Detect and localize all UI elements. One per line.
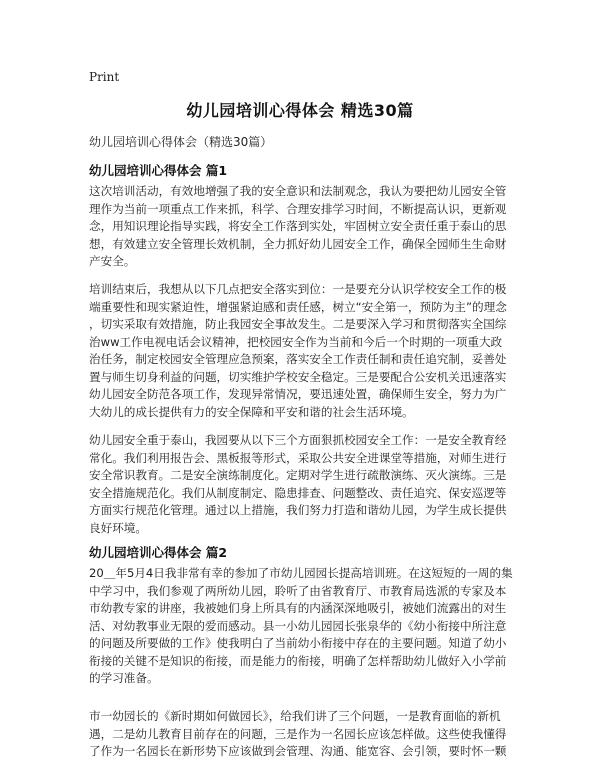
paragraph-line: 大幼儿的成长提供有力的安全保障和平安和谐的社会生活环境。: [89, 404, 414, 419]
section-heading-2: 幼儿园培训心得体会 篇2: [89, 545, 228, 560]
paragraph-line: 理作为当前一项重点工作来抓，科学、合理安排学习时间，不断提高认识，更新观: [89, 201, 507, 216]
print-link[interactable]: Print: [89, 70, 120, 84]
paragraph-line: 置与师生切身利益的问题，切实维护学校安全稳定。三是要配合公安机关迅速落实: [89, 369, 507, 384]
paragraph-line: 产安全。: [89, 254, 136, 268]
paragraph-line: 幼儿园安全重于泰山，我园要从以下三个方面狠抓校园安全工作：一是安全教育经: [89, 433, 507, 447]
paragraph-line: 治ww工作电视电话会议精神，把校园安全作为当前和今后一个时期的一项重大政: [89, 334, 503, 349]
paragraph-line: 想，有效建立安全管理长效机制，全力抓好幼儿园安全工作，确保全园师生生命财: [89, 236, 507, 251]
paragraph-line: 的学习准备。: [89, 671, 159, 685]
section-heading-1: 幼儿园培训心得体会 篇1: [89, 163, 228, 178]
paragraph-line: 市一幼园长的《新时期如何做园长》，给我们讲了三个问题，一是教育面临的新机: [89, 709, 501, 723]
paragraph-line: 治任务，制定校园安全管理应急预案，落实安全工作责任制和责任追究制，妥善处: [89, 352, 507, 366]
section-1-paragraph-1: [89, 183, 519, 271]
paragraph-line: 幼儿园安全防范各项工作，发现异常情况，要迅速处置，确保师生安全，努力为广: [89, 387, 507, 401]
paragraph-line: 常化。我们利用报告会、黑板报等形式，采取公共安全进课堂等措施，对师生进行: [89, 450, 507, 465]
paragraph-line: 20＿年5月4日我非常有幸的参加了市幼儿园园长提高培训班。在这短短的一周的集: [89, 566, 513, 580]
paragraph-line: 了作为一名园长在新形势下应该做到会管理、沟通、能宽容、会引领，要时怀一颗: [89, 744, 507, 758]
paragraph-line: 这次培训活动，有效地增强了我的安全意识和法制观念，我认为要把幼儿园安全管: [89, 184, 507, 198]
paragraph-line: 念，用知识理论指导实践，将安全工作落到实处，牢固树立安全责任重于泰山的思: [89, 219, 507, 233]
paragraph-line: 良好环境。: [89, 520, 147, 535]
paragraph-line: 方面实行规范化管理。通过以上措施，我们努力打造和谐幼儿园，为学生成长提供: [89, 503, 507, 517]
section-2-paragraph-2: [89, 708, 519, 761]
paragraph-line: ，切实采取有效措施，防止我园安全事故发生。二是要深入学习和贯彻落实全国综: [89, 317, 507, 331]
section-1-paragraph-2: [89, 281, 519, 421]
section-2-paragraph-1: [89, 565, 519, 688]
document-subtitle: 幼儿园培训心得体会（精选30篇）: [89, 135, 273, 149]
page-title: 幼儿园培训心得体会 精选30篇: [186, 101, 414, 120]
paragraph-line: 培训结束后，我想从以下几点把安全落实到位：一是要充分认识学校安全工作的极: [89, 282, 507, 296]
paragraph-line: 中学习中，我们参观了两所幼儿园，聆听了由省教育厅、市教育局选派的专家及本: [89, 583, 507, 598]
paragraph-line: 安全常识教育。二是安全演练制度化。定期对学生进行疏散演练、灭火演练。三是: [89, 468, 507, 482]
paragraph-line: 端重要性和现实紧迫性，增强紧迫感和责任感，树立“安全第一，预防为主”的理念: [89, 299, 507, 314]
section-1-paragraph-3: [89, 432, 519, 537]
paragraph-line: 的问题及所要做的工作》使我明白了当前幼小衔接中存在的主要问题。知道了幼小: [89, 636, 507, 650]
paragraph-line: 衔接的关键不是知识的衔接，而是能力的衔接，明确了怎样帮助幼儿做好入小学前: [89, 653, 507, 668]
paragraph-line: 市幼教专家的讲座，我被她们身上所具有的内涵深深地吸引，被她们流露出的对生: [89, 601, 507, 615]
paragraph-line: 活、对幼教事业无限的爱而感动。县一小幼儿园园长张泉华的《幼小衔接中所注意: [89, 618, 507, 633]
paragraph-line: 安全措施规范化。我们从制度制定、隐患排查、问题整改、责任追究、保安巡逻等: [89, 485, 507, 500]
paragraph-line: 遇，二是幼儿教育目前存在的问题，三是作为一名园长应该怎样做。这些使我懂得: [89, 726, 507, 741]
